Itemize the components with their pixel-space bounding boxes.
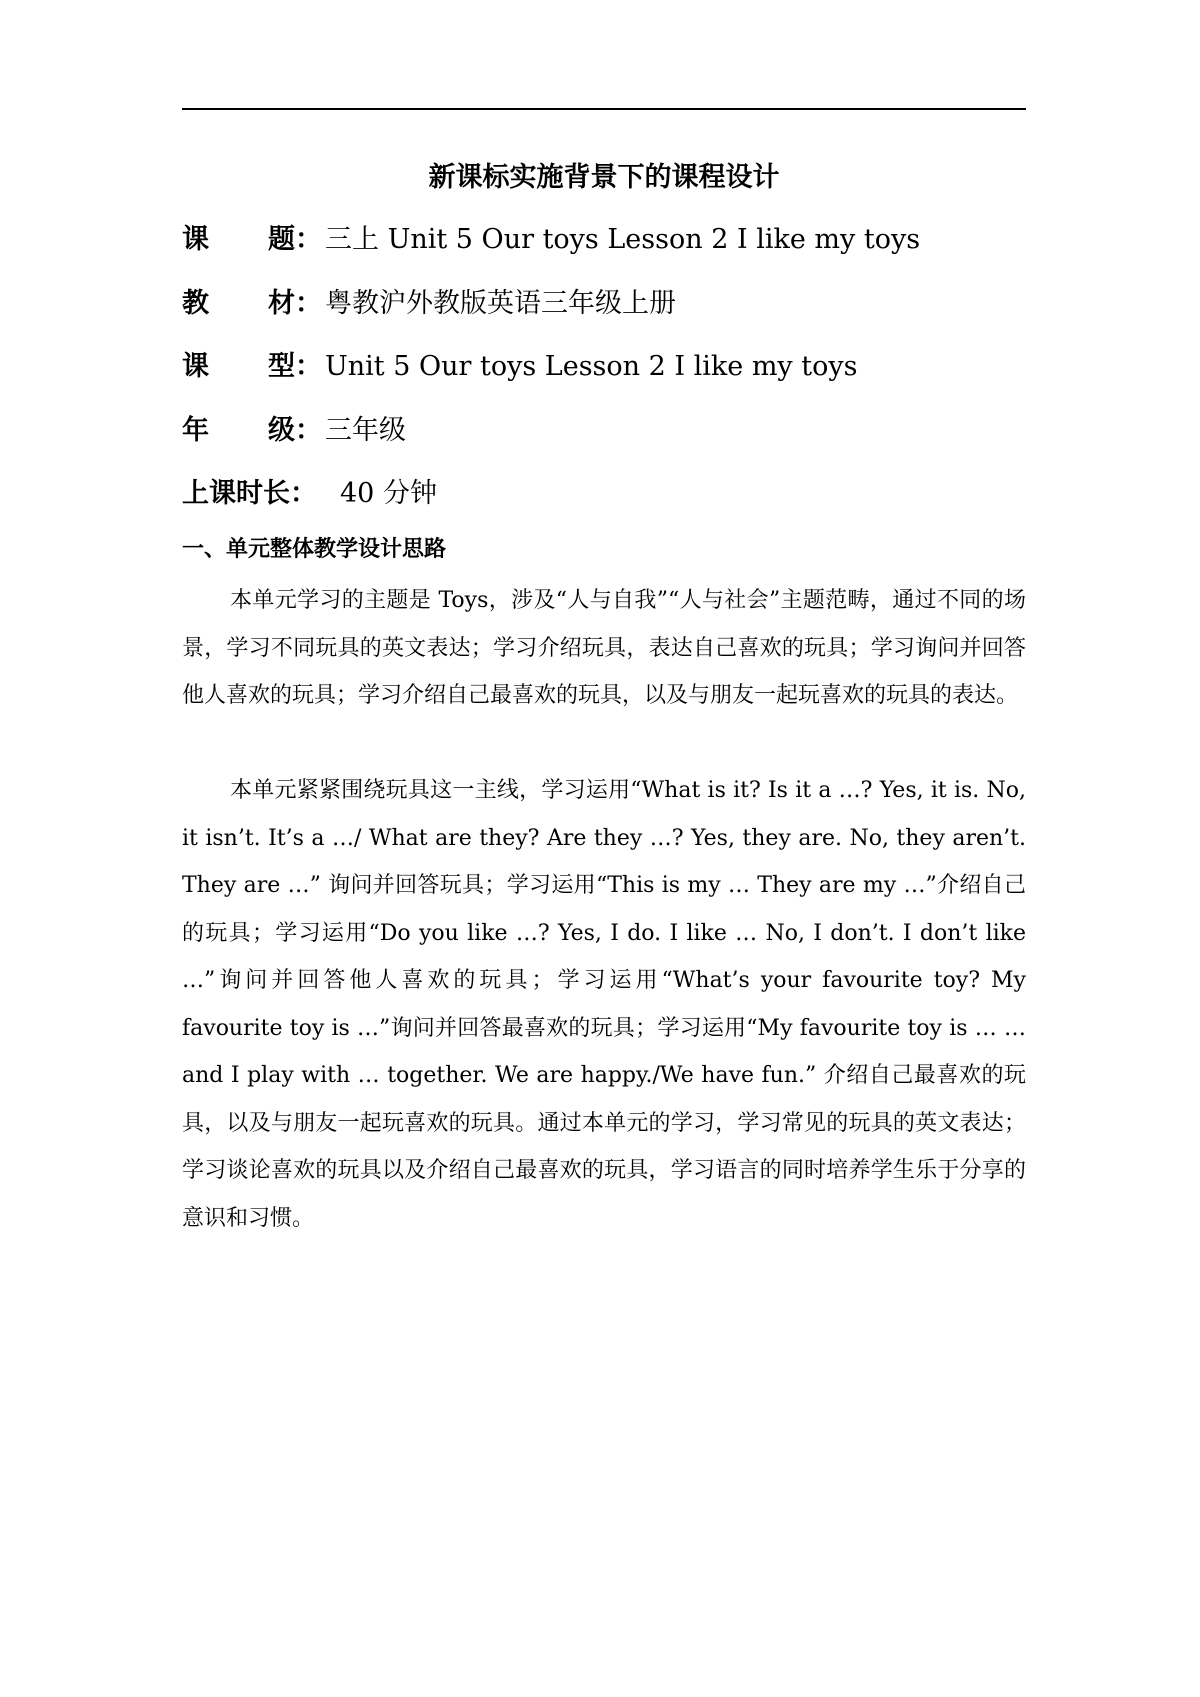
meta-label-char: 级: [268, 415, 295, 446]
document-title: 新课标实施背景下的课程设计: [428, 162, 780, 193]
meta-row-textbook: [182, 284, 1026, 324]
meta-value-grade: 三年级: [325, 415, 406, 446]
meta-label-text: 上课时长：: [182, 478, 317, 509]
meta-row-topic: [182, 220, 1026, 260]
meta-row-duration: [182, 474, 1026, 514]
meta-label-colon: ：: [295, 288, 322, 319]
meta-label-colon: ：: [295, 224, 322, 255]
meta-row-grade: [182, 411, 1026, 451]
meta-label-char: 教: [182, 288, 209, 319]
meta-value-textbook: 粤教沪外教版英语三年级上册: [325, 288, 676, 319]
meta-value-duration: 40 分钟: [340, 478, 437, 509]
meta-label-char: 题: [268, 224, 295, 255]
meta-label-char: 年: [182, 415, 209, 446]
header-rule: [182, 108, 1026, 110]
meta-label-char: 课: [182, 224, 209, 255]
meta-value-lesson-type: Unit 5 Our toys Lesson 2 I like my toys: [325, 351, 858, 382]
meta-label-textbook: [182, 284, 327, 324]
meta-value-topic: 三上 Unit 5 Our toys Lesson 2 I like my toys: [325, 224, 921, 255]
meta-label-lesson-type: [182, 347, 327, 387]
body-paragraph: 本单元学习的主题是 Toys，涉及“人与自我”“人与社会”主题范畴，通过不同的场景，学习不同玩具的英文表达；学习介绍玩具，表达自己喜欢的玩具；学习询问并回答他人喜欢的玩具；学习介绍自己最喜欢的玩具，以及与朋友一起玩喜欢的玩具的表达。: [182, 588, 1026, 708]
meta-label-colon: ：: [295, 415, 322, 446]
meta-label-topic: [182, 220, 327, 260]
section-heading: 一、单元整体教学设计思路: [182, 536, 447, 562]
meta-label-char: 材: [268, 288, 295, 319]
body-paragraph: 本单元紧紧围绕玩具这一主线，学习运用“What is it? Is it a …? Yes, it is. No, it isn’t. It’s a …/ What are they? Are they …? Yes, they are. No, they aren’t. They are …” 询问并回答玩具；学习运用“This is my … They are my …”介绍自己的玩具；学习运用“Do you like …? Yes, I do. I like … No, I don’t. I don’t like …”询问并回答他人喜欢的玩具；学习运用“What’s your favourite toy? My favourite toy is …”询问并回答最喜欢的玩具；学习运用“My favourite toy is … … and I play with … together. We are happy./We have fun.” 介绍自己最喜欢的玩具，以及与朋友一起玩喜欢的玩具。通过本单元的学习，学习常见的玩具的英文表达；学习谈论喜欢的玩具以及介绍自己最喜欢的玩具，学习语言的同时培养学生乐于分享的意识和习惯。: [182, 778, 1026, 1231]
meta-label-duration: [182, 474, 327, 514]
meta-row-lesson-type: [182, 347, 1026, 387]
meta-label-char: 课: [182, 351, 209, 382]
meta-label-colon: ：: [295, 351, 322, 382]
meta-label-char: 型: [268, 351, 295, 382]
meta-label-grade: [182, 411, 327, 451]
